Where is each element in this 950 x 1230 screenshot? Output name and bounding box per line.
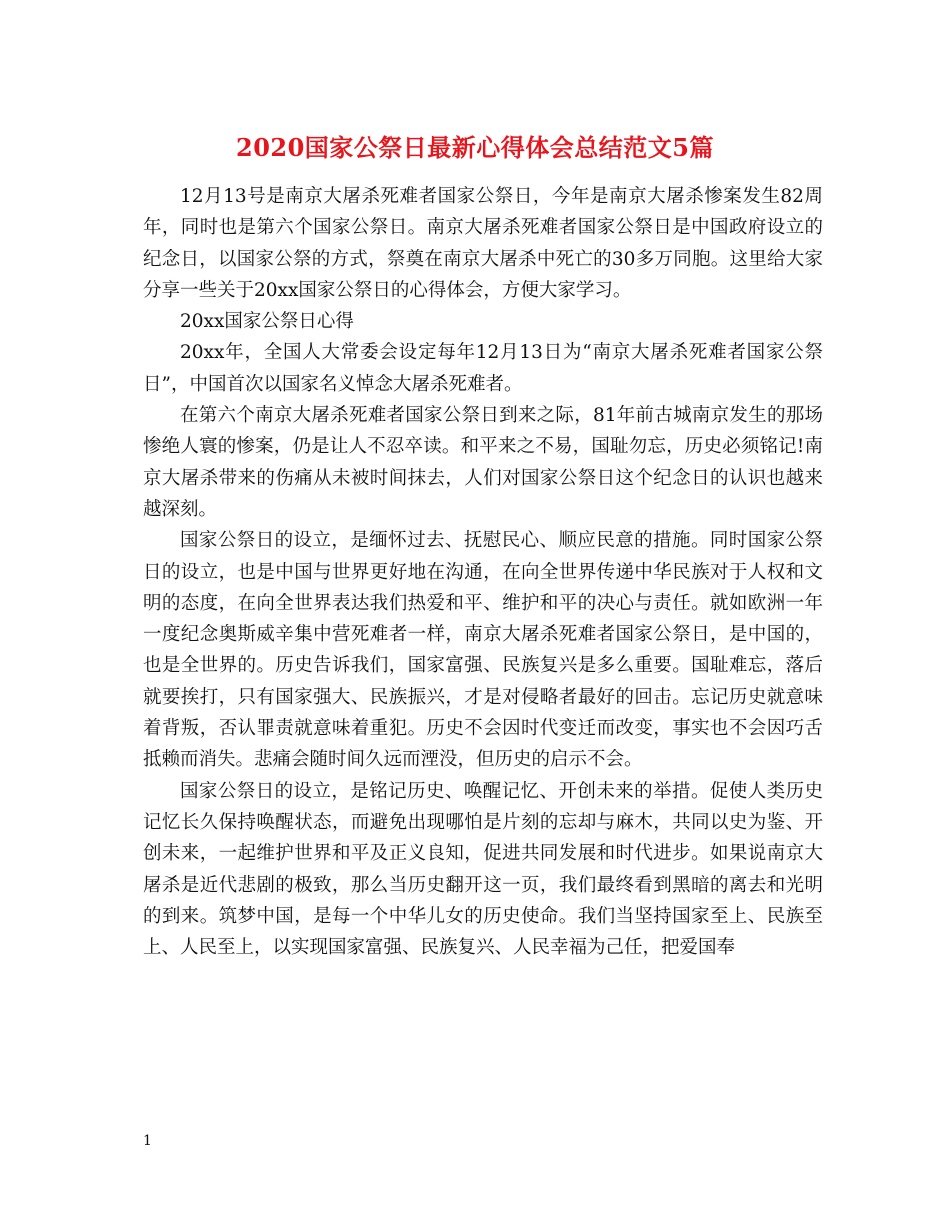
paragraph-intro: 12月13号是南京大屠杀死难者国家公祭日，今年是南京大屠杀惨案发生82周年，同时也是第六个国家公祭日。南京大屠杀死难者国家公祭日是中国政府设立的纪念日，以国家公祭的方式，祭奠在南京大屠杀中死亡的30多万同胞。这里给大家分享一些关于20xx国家公祭日的心得体会，方便大家学习。 <box>143 186 823 301</box>
document-body <box>143 181 823 963</box>
paragraph-future: 国家公祭日的设立，是铭记历史、唤醒记忆、开创未来的举措。促使人类历史记忆长久保持唤醒状态，而避免出现哪怕是片刻的忘却与麻木，共同以史为鉴、开创未来，一起维护世界和平及正义良知，促进共同发展和时代进步。如果说南京大屠杀是近代悲剧的极致，那么当历史翻开这一页，我们最终看到黑暗的离去和光明的到来。筑梦中国，是每一个中华儿女的历史使命。我们当坚持国家至上、民族至上、人民至上，以实现国家富强、民族复兴、人民幸福为己任，把爱国奉 <box>143 780 823 959</box>
document-title: 2020国家公祭日最新心得体会总结范文5篇 <box>236 133 714 162</box>
paragraph-significance: 国家公祭日的设立，是缅怀过去、抚慰民心、顺应民意的措施。同时国家公祭日的设立，也是中国与世界更好地在沟通，在向全世界传递中华民族对于人权和文明的态度，在向全世界表达我们热爱和平、维护和平的决心与责任。就如欧洲一年一度纪念奥斯威辛集中营死难者一样，南京大屠杀死难者国家公祭日，是中国的，也是全世界的。历史告诉我们，国家富强、民族复兴是多么重要。国耻难忘，落后就要挨打，只有国家强大、民族振兴，才是对侵略者最好的回击。忘记历史就意味着背叛，否认罪责就意味着重犯。历史不会因时代变迁而改变，事实也不会因巧舌抵赖而消失。悲痛会随时间久远而湮没，但历史的启示不会。 <box>143 530 823 771</box>
paragraph-remembrance: 在第六个南京大屠杀死难者国家公祭日到来之际，81年前古城南京发生的那场惨绝人寰的惨案，仍是让人不忍卒读。和平来之不易，国耻勿忘，历史必须铭记!南京大屠杀带来的伤痛从未被时间抹去，人们对国家公祭日这个纪念日的认识也越来越深刻。 <box>143 405 823 520</box>
page-number: 1 <box>143 1133 152 1149</box>
paragraph-background: 20xx年，全国人大常委会设定每年12月13日为“南京大屠杀死难者国家公祭日”，中国首次以国家名义悼念大屠杀死难者。 <box>143 342 823 395</box>
section-heading: 20xx国家公祭日心得 <box>180 311 354 333</box>
